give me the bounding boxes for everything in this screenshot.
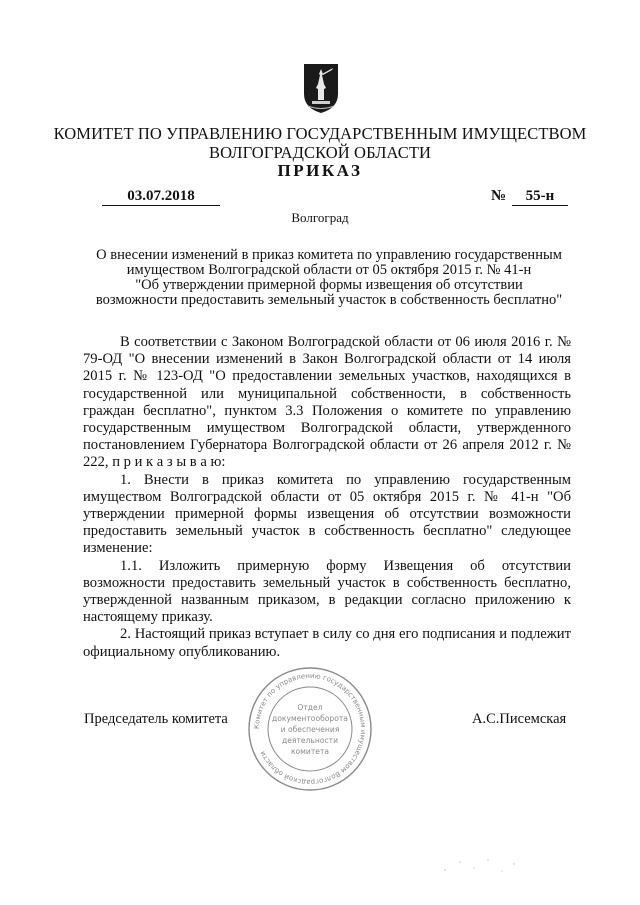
- document-type: ПРИКАЗ: [277, 161, 363, 180]
- volgograd-coat-of-arms-icon: [302, 62, 340, 114]
- order-number: 55-н: [512, 188, 568, 206]
- committee-name-line1: КОМИТЕТ ПО УПРАВЛЕНИЮ ГОСУДАРСТВЕННЫМ ИМУЩЕСТВОМ: [53, 124, 587, 143]
- order-title: [84, 248, 574, 308]
- paragraph-item-1: 1. Внести в приказ комитета по управлению государственным имуществом Волгоградской области от 05 октября 2015 г. № 41-н "Об утверждении примерной формы извещения об отсутствии возможности предоставить земельный участок в собственность бесплатно" следующее изменение:: [83, 471, 571, 557]
- stamp-center-line: документооборота: [272, 714, 348, 723]
- paragraph-item-2: 2. Настоящий приказ вступает в силу со дня его подписания и подлежит официальному опубликованию.: [83, 626, 571, 660]
- order-title-line: О внесении изменений в приказ комитета по управлению государственным: [96, 247, 562, 263]
- committee-name-line2: ВОЛГОГРАДСКОЙ ОБЛАСТИ: [208, 143, 432, 162]
- stamp-center-line: Отдел: [297, 703, 323, 712]
- city: Волгоград: [291, 210, 349, 225]
- paragraph-preamble: В соответствии с Законом Волгоградской области от 06 июля 2016 г. № 79-ОД "О внесении изменений в Закон Волгоградской области от 14 июля 2015 г. № 123-ОД "О предоставлении земельных участков, находящихся в государственной или муниципальной собственности, в собственность граждан бесплатно", пунктом 3.3 Положения о комитете по управлению государственным имуществом Волгоградской области, утвержденного постановлением Губернатора Волгоградской области от 26 апреля 2012 г. № 222, п р и к а з ы в а ю:: [83, 334, 571, 471]
- signatory-name: А.С.Писемская: [472, 711, 567, 727]
- order-title-line: возможности предоставить земельный участок в собственность бесплатно": [95, 292, 563, 308]
- order-title-line: "Об утверждении примерной формы извещения об отсутствии: [135, 277, 523, 293]
- stamp-center-line: комитета: [290, 747, 330, 756]
- number-sign: №: [491, 188, 507, 204]
- official-stamp-icon: [245, 664, 375, 794]
- order-title-line: имуществом Волгоградской области от 05 октября 2015 г. № 41-н: [126, 262, 532, 278]
- signatory-position: Председатель комитета: [84, 711, 228, 727]
- order-body: [83, 334, 571, 661]
- paragraph-item-1-1: 1.1. Изложить примерную форму Извещения об отсутствии возможности предоставить земельный участок в собственность бесплатно, утвержденной названным приказом, в редакции согласно приложению к настоящему приказу.: [83, 557, 571, 626]
- stamp-ring-text: Комитет по управлению государственным имуществом Волгоградской области: [252, 671, 368, 787]
- stamp-center-line: и обеспечения: [280, 725, 340, 734]
- order-date: 03.07.2018: [102, 188, 220, 206]
- stamp-center-line: деятельности: [281, 736, 339, 745]
- scan-artifact: [440, 840, 520, 880]
